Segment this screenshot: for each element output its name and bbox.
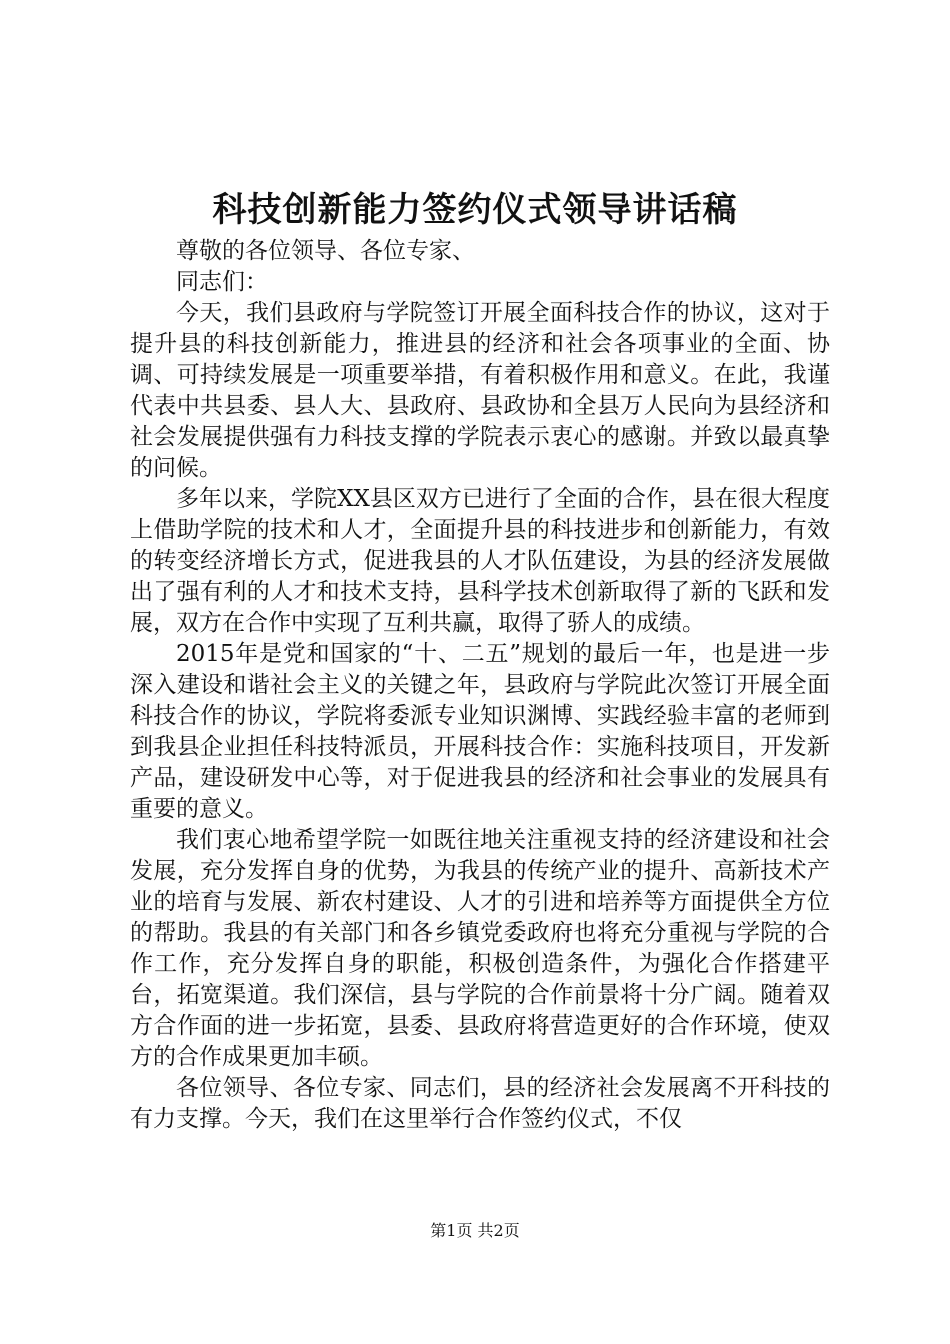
body-paragraph: 2015年是党和国家的“十、二五”规划的最后一年，也是进一步深入建设和谐社会主义的关键之年，县政府与学院此次签订开展全面科技合作的协议，学院将委派专业知识渊博、实践经验丰富的老师到到我县企业担任科技特派员，开展科技合作：实施科技项目，开发新产品，建设研发中心等，对于促进我县的经济和社会事业的发展具有重要的意义。 (130, 641, 830, 822)
body-paragraph: 今天，我们县政府与学院签订开展全面科技合作的协议，这对于提升县的科技创新能力，推进县的经济和社会各项事业的全面、协调、可持续发展是一项重要举措，有着积极作用和意义。在此，我谨代表中共县委、县人大、县政府、县政协和全县万人民向为县经济和社会发展提供强有力科技支撑的学院表示衷心的感谢。并致以最真挚的问候。 (130, 300, 830, 481)
body-paragraph: 多年以来，学院XX县区双方已进行了全面的合作，县在很大程度上借助学院的技术和人才，全面提升县的科技进步和创新能力，有效的转变经济增长方式，促进我县的人才队伍建设，为县的经济发展做出了强有利的人才和技术支持，县科学技术创新取得了新的飞跃和发展，双方在合作中实现了互利共赢，取得了骄人的成绩。 (130, 486, 830, 636)
salutation-line: 同志们： (176, 269, 268, 295)
document-title: 科技创新能力签约仪式领导讲话稿 (212, 190, 738, 230)
salutation-line: 尊敬的各位领导、各位专家、 (176, 238, 475, 264)
document-body (130, 236, 830, 1135)
body-paragraph: 我们衷心地希望学院一如既往地关注重视支持的经济建设和社会发展，充分发挥自身的优势，为我县的传统产业的提升、高新技术产业的培育与发展、新农村建设、人才的引进和培养等方面提供全方位的帮助。我县的有关部门和各乡镇党委政府也将充分重视与学院的合作工作，充分发挥自身的职能，积极创造条件，为强化合作搭建平台，拓宽渠道。我们深信，县与学院的合作前景将十分广阔。随着双方合作面的进一步拓宽，县委、县政府将营造更好的合作环境，使双方的合作成果更加丰硕。 (130, 827, 830, 1070)
page-footer: 第1页 共2页 (430, 1221, 520, 1240)
body-paragraph: 各位领导、各位专家、同志们，县的经济社会发展离不开科技的有力支撑。今天，我们在这里举行合作签约仪式，不仅 (130, 1075, 830, 1132)
